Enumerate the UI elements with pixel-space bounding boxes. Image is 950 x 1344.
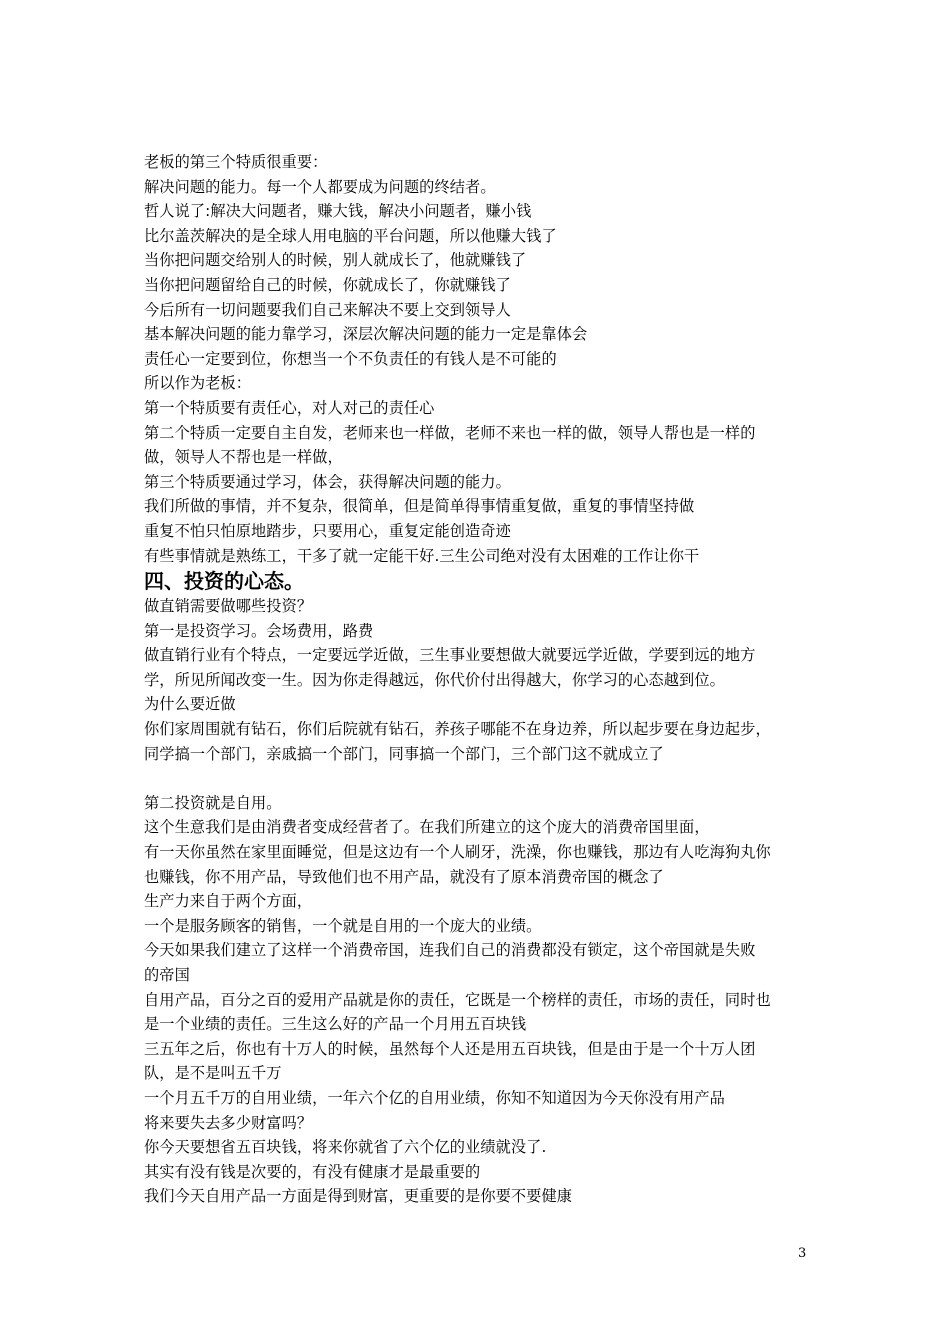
text-line: 做直销需要做哪些投资？ xyxy=(144,597,313,616)
text-line: 责任心一定要到位，你想当一个不负责任的有钱人是不可能的 xyxy=(144,349,557,368)
text-line: 哲人说了:解决大问题者，赚大钱，解决小问题者，赚小钱 xyxy=(144,202,532,221)
text-line: 老板的第三个特质很重要： xyxy=(144,153,328,171)
text-line: 同学搞一个部门，亲戚搞一个部门，同事搞一个部门，三个部门这不就成立了 xyxy=(144,744,664,763)
page-number: 3 xyxy=(798,1246,807,1261)
text-line: 为什么要近做 xyxy=(144,695,236,714)
text-line: 这个生意我们是由消费者变成经营者了。在我们所建立的这个庞大的消费帝国里面， xyxy=(144,818,710,837)
text-line: 我们今天自用产品一方面是得到财富，更重要的是你要不要健康 xyxy=(144,1187,573,1206)
text-line: 将来要失去多少财富吗？ xyxy=(144,1113,313,1132)
section-heading: 四、投资的心态。 xyxy=(144,569,304,594)
text-line: 的帝国 xyxy=(144,966,190,984)
document-body xyxy=(144,150,814,1209)
text-line: 解决问题的能力。每一个人都要成为问题的终结者。 xyxy=(144,177,496,196)
text-line: 生产力来自于两个方面， xyxy=(144,892,313,911)
text-line: 一个月五千万的自用业绩，一年六个亿的自用业绩，你知不知道因为今天你没有用产品 xyxy=(144,1088,725,1107)
text-line: 也赚钱，你不用产品，导致他们也不用产品，就没有了原本消费帝国的概念了 xyxy=(144,867,664,886)
text-line: 其实有没有钱是次要的，有没有健康才是最重要的 xyxy=(144,1162,481,1181)
blank-line xyxy=(144,766,814,791)
text-line: 基本解决问题的能力靠学习，深层次解决问题的能力一定是靠体会 xyxy=(144,325,588,344)
text-line: 今天如果我们建立了这样一个消费帝国，连我们自己的消费都没有锁定，这个帝国就是失败 xyxy=(144,941,756,960)
text-line: 一个是服务顾客的销售，一个就是自用的一个庞大的业绩。 xyxy=(144,916,542,935)
text-line: 三五年之后，你也有十万人的时候，虽然每个人还是用五百块钱，但是由于是一个十万人团 xyxy=(144,1039,756,1058)
text-line: 有一天你虽然在家里面睡觉，但是这边有一个人刷牙，洗澡，你也赚钱，那边有人吃海狗丸你 xyxy=(144,843,771,862)
text-line: 今后所有一切问题要我们自己来解决不要上交到领导人 xyxy=(144,300,511,319)
text-line: 第二个特质一定要自主自发，老师来也一样做，老师不来也一样的做，领导人帮也是一样的 xyxy=(144,423,756,442)
text-line: 当你把问题留给自己的时候，你就成长了，你就赚钱了 xyxy=(144,275,511,294)
text-line: 第三个特质要通过学习，体会，获得解决问题的能力。 xyxy=(144,472,511,491)
text-line: 自用产品，百分之百的爱用产品就是你的责任，它既是一个榜样的责任，市场的责任，同时也 xyxy=(144,990,771,1009)
text-line: 比尔盖茨解决的是全球人用电脑的平台问题，所以他赚大钱了 xyxy=(144,226,557,245)
text-line: 重复不怕只怕原地踏步，只要用心，重复定能创造奇迹 xyxy=(144,521,511,540)
text-line: 第二投资就是自用。 xyxy=(144,793,282,812)
text-line: 你今天要想省五百块钱，将来你就省了六个亿的业绩就没了. xyxy=(144,1138,547,1157)
paragraph-block-self-use xyxy=(144,791,814,1209)
text-line: 有些事情就是熟练工，干多了就一定能干好.三生公司绝对没有太困难的工作让你干 xyxy=(144,546,700,565)
text-line: 做直销行业有个特点，一定要远学近做，三生事业要想做大就要远学近做，学要到远的地方 xyxy=(144,646,756,665)
text-line: 第一是投资学习。会场费用，路费 xyxy=(144,621,374,640)
text-line: 你们家周围就有钻石，你们后院就有钻石，养孩子哪能不在身边养，所以起步要在身边起步， xyxy=(144,720,771,739)
text-line: 我们所做的事情，并不复杂，很简单，但是简单得事情重复做，重复的事情坚持做 xyxy=(144,497,695,516)
text-line: 当你把问题交给别人的时候，别人就成长了，他就赚钱了 xyxy=(144,251,527,270)
text-line: 第一个特质要有责任心，对人对己的责任心 xyxy=(144,398,435,417)
paragraph-block-boss-traits xyxy=(144,150,814,568)
text-line: 做，领导人不帮也是一样做， xyxy=(144,448,343,467)
text-line: 所以作为老板： xyxy=(144,374,252,393)
paragraph-block-investment-learning xyxy=(144,594,814,766)
text-line: 是一个业绩的责任。三生这么好的产品一个月用五百块钱 xyxy=(144,1015,527,1034)
text-line: 队，是不是叫五千万 xyxy=(144,1064,282,1083)
text-line: 学，所见所闻改变一生。因为你走得越远，你代价付出得越大，你学习的心态越到位。 xyxy=(144,670,725,689)
